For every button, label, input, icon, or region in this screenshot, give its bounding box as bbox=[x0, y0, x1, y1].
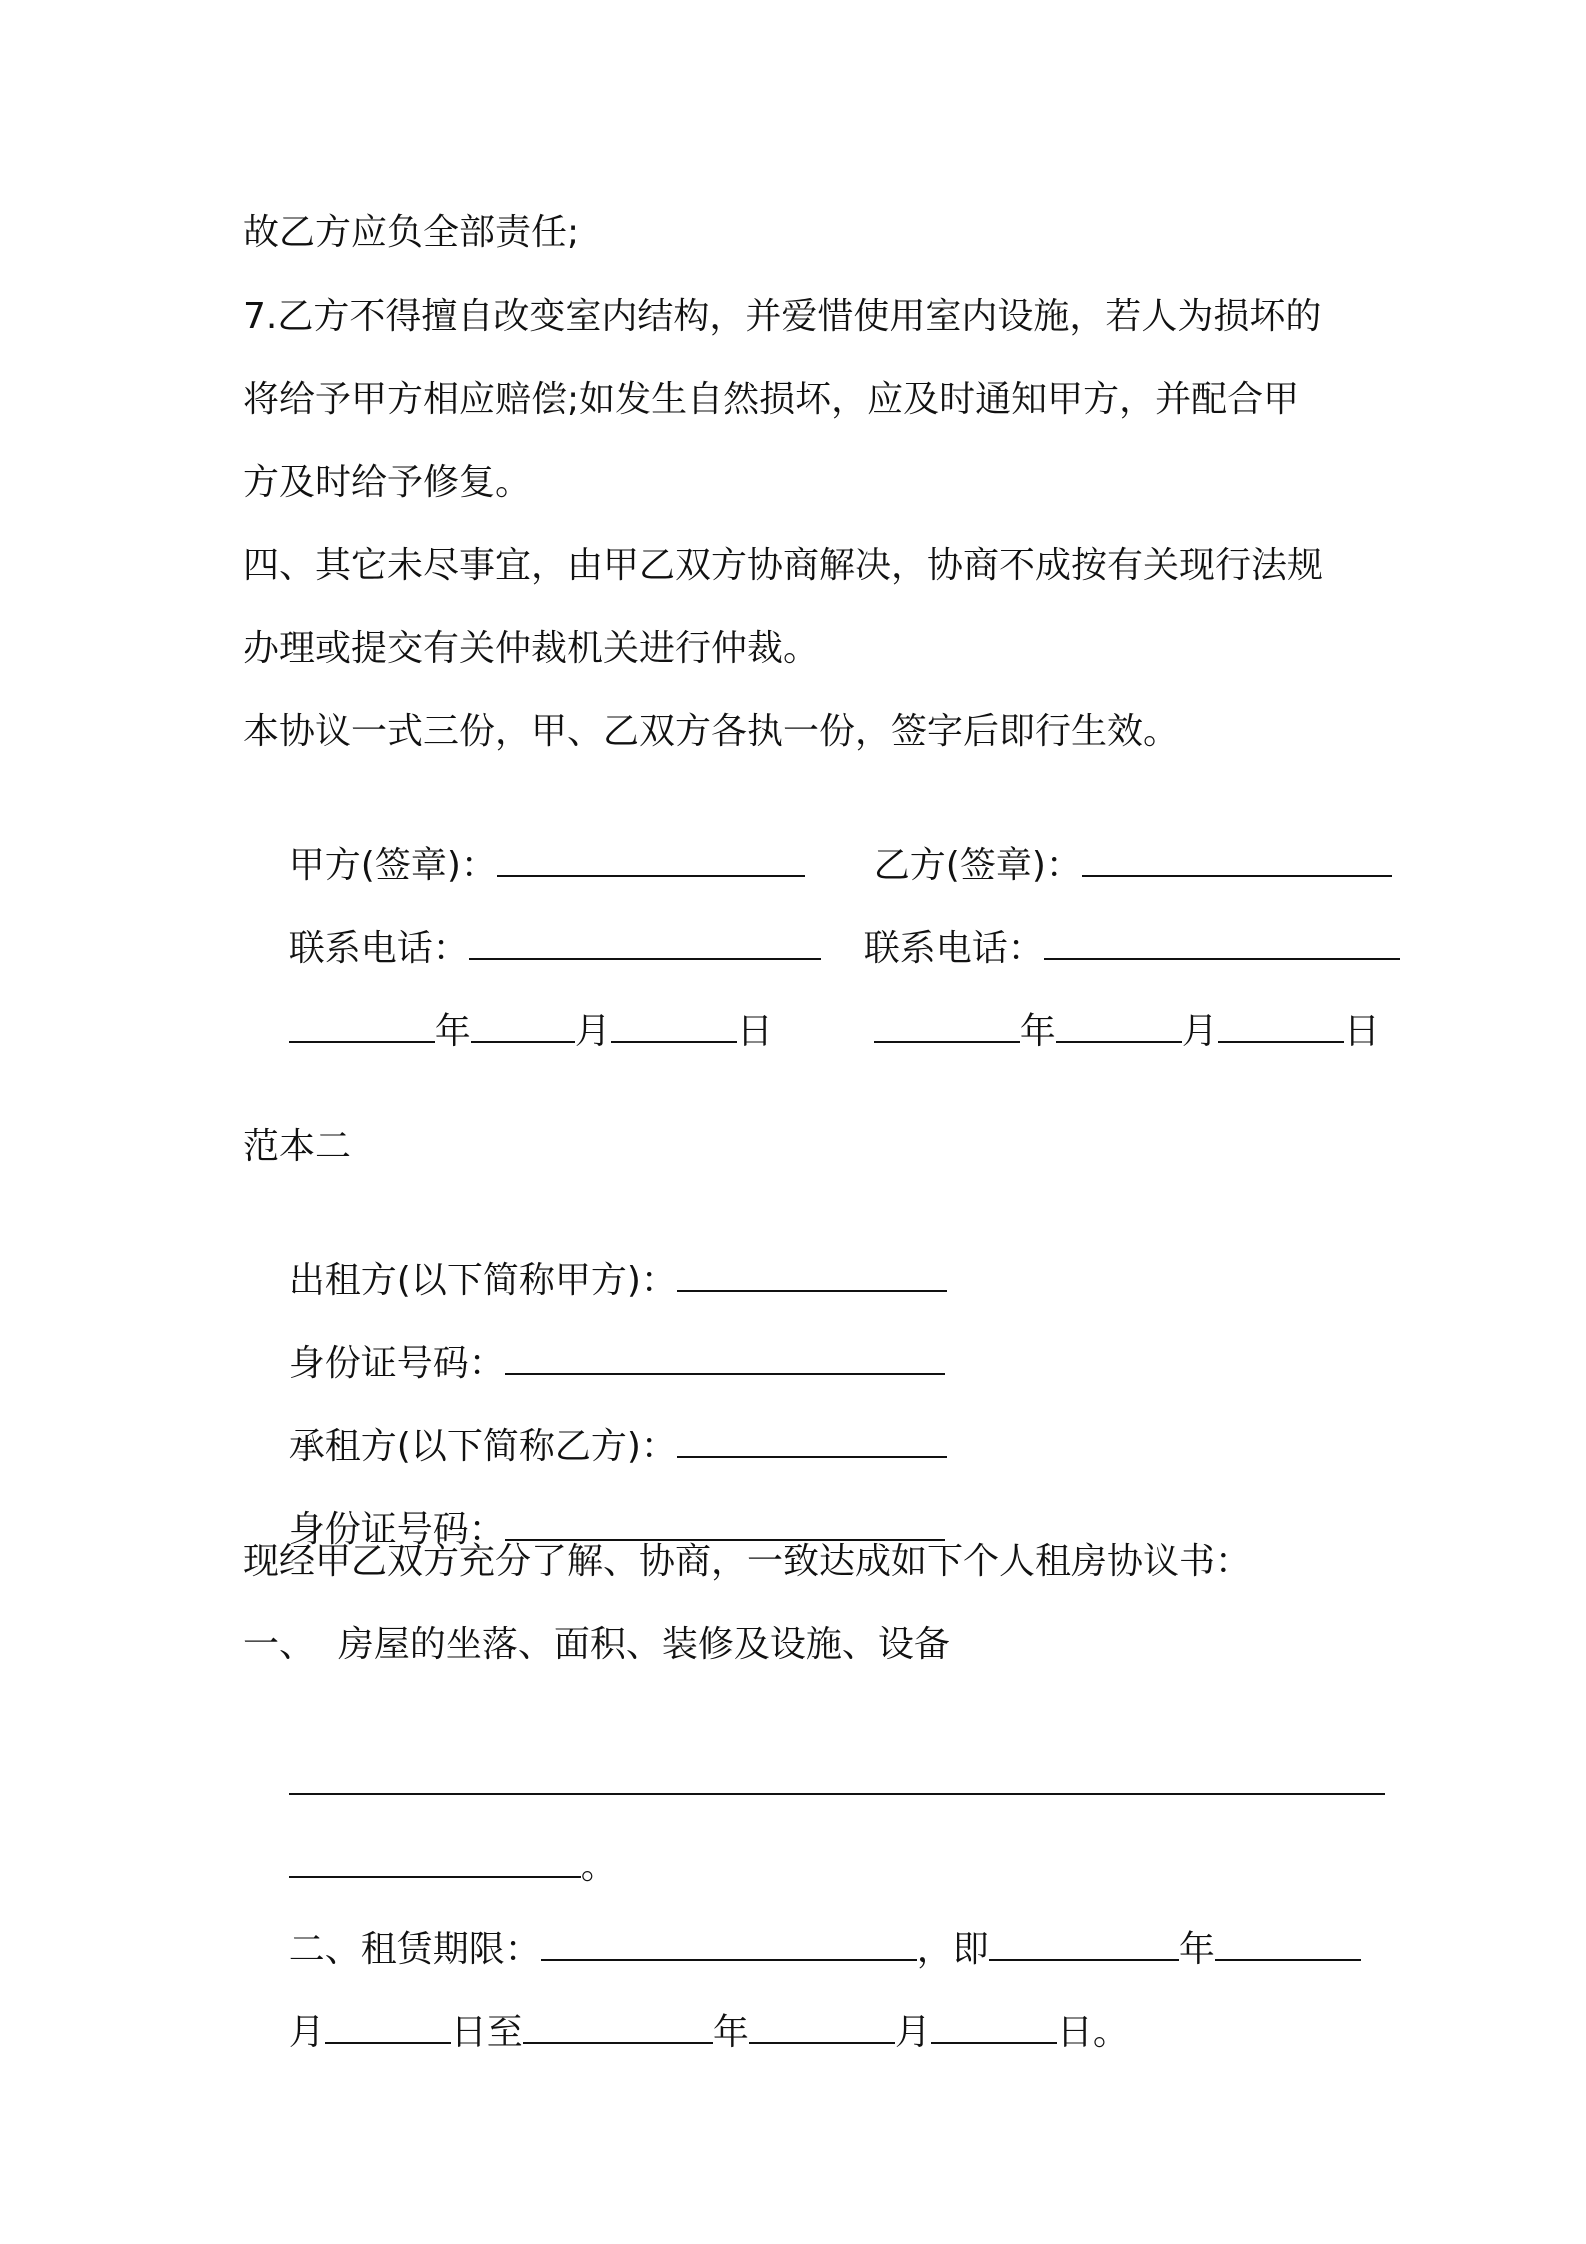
lease-term-row-2 bbox=[243, 1958, 1129, 2105]
lessee-label: 承租方(以下简称乙方)： bbox=[288, 1426, 677, 1467]
party-a-sign-blank[interactable] bbox=[497, 839, 805, 877]
month-label: 月 bbox=[574, 1011, 611, 1052]
text-line: 将给予甲方相应赔偿;如发生自然损坏，应及时通知甲方，并配合甲 bbox=[243, 379, 1300, 420]
lessee-id-blank[interactable] bbox=[505, 1503, 945, 1541]
lease-term-label: 二、租赁期限： bbox=[288, 1929, 541, 1970]
year-label: 年 bbox=[1178, 1929, 1215, 1970]
year-label: 年 bbox=[712, 2012, 749, 2053]
property-description-blank[interactable] bbox=[289, 1840, 581, 1878]
day-blank[interactable] bbox=[1218, 1005, 1344, 1043]
text-line: 7.乙方不得擅自改变室内结构，并爱惜使用室内设施，若人为损坏的 bbox=[243, 296, 1322, 337]
month-blank[interactable] bbox=[1056, 1005, 1182, 1043]
lease-term-blank[interactable] bbox=[541, 1923, 917, 1961]
text-line: 办理或提交有关仲裁机关进行仲裁。 bbox=[243, 628, 820, 669]
property-description-blank[interactable] bbox=[289, 1757, 1385, 1795]
text-line: 四、其它未尽事宜，由甲乙双方协商解决，协商不成按有关现行法规 bbox=[243, 545, 1324, 586]
party-a-date-row bbox=[243, 957, 773, 1104]
day-label: 日 bbox=[1343, 1011, 1380, 1052]
party-a-phone-label: 联系电话： bbox=[288, 928, 469, 969]
month-blank[interactable] bbox=[471, 1005, 575, 1043]
lessee-blank[interactable] bbox=[677, 1420, 947, 1458]
year-label: 年 bbox=[434, 1011, 471, 1052]
year-blank[interactable] bbox=[874, 1005, 1020, 1043]
party-b-sign-label: 乙方(签章)： bbox=[873, 845, 1082, 886]
day-to-label: 日至 bbox=[450, 2012, 523, 2053]
text-line: 一、 房屋的坐落、面积、装修及设施、设备 bbox=[243, 1624, 950, 1665]
period-mark: 。 bbox=[580, 1846, 617, 1887]
start-day-blank[interactable] bbox=[325, 2006, 451, 2044]
day-blank[interactable] bbox=[611, 1005, 737, 1043]
year-label: 年 bbox=[1019, 1011, 1056, 1052]
text-line: 方及时给予修复。 bbox=[243, 462, 532, 503]
day-end-label: 日。 bbox=[1056, 2012, 1129, 2053]
party-a-phone-blank[interactable] bbox=[469, 922, 821, 960]
lease-term-ji: ，即 bbox=[916, 1929, 989, 1970]
lessor-label: 出租方(以下简称甲方)： bbox=[288, 1260, 677, 1301]
lessor-id-blank[interactable] bbox=[505, 1337, 945, 1375]
id-label: 身份证号码： bbox=[288, 1343, 505, 1384]
party-b-phone-label: 联系电话： bbox=[863, 928, 1044, 969]
text-line: 本协议一式三份，甲、乙双方各执一份，签字后即行生效。 bbox=[243, 711, 1180, 752]
start-month-blank[interactable] bbox=[1215, 1923, 1361, 1961]
month-label: 月 bbox=[894, 2012, 931, 2053]
text-line: 故乙方应负全部责任; bbox=[243, 212, 580, 253]
month-label: 月 bbox=[1181, 1011, 1218, 1052]
text-line: 现经甲乙双方充分了解、协商，一致达成如下个人租房协议书： bbox=[243, 1541, 1252, 1582]
end-day-blank[interactable] bbox=[931, 2006, 1057, 2044]
section-heading: 范本二 bbox=[243, 1126, 352, 1167]
party-b-date-row bbox=[828, 957, 1380, 1104]
start-year-blank[interactable] bbox=[989, 1923, 1179, 1961]
end-month-blank[interactable] bbox=[749, 2006, 895, 2044]
party-b-sign-blank[interactable] bbox=[1082, 839, 1392, 877]
lessor-blank[interactable] bbox=[677, 1254, 947, 1292]
year-blank[interactable] bbox=[289, 1005, 435, 1043]
party-a-sign-label: 甲方(签章)： bbox=[288, 845, 497, 886]
month-label: 月 bbox=[288, 2012, 325, 2053]
end-year-blank[interactable] bbox=[523, 2006, 713, 2044]
party-b-phone-blank[interactable] bbox=[1044, 922, 1400, 960]
id-label: 身份证号码： bbox=[288, 1509, 505, 1550]
day-label: 日 bbox=[736, 1011, 773, 1052]
